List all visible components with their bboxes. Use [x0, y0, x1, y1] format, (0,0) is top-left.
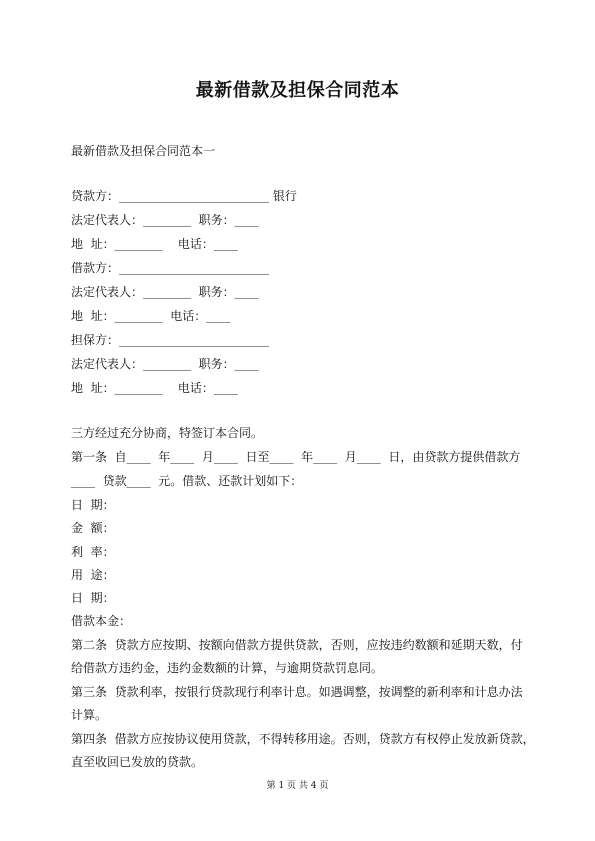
agreement-intro: 三方经过充分协商，特签订本合同。	[71, 426, 264, 440]
article-4-line-2: 直至收回已发放的贷款。	[71, 755, 204, 769]
lender-line: 贷款方：_________________________ 银行	[71, 189, 297, 203]
article-3-line-1: 第三条 贷款利率，按银行贷款现行利率计息。如遇调整，按调整的新利率和计息办法	[71, 685, 523, 699]
lender-representative-line: 法定代表人：________ 职务：____	[71, 213, 259, 227]
lender-address-line: 地 址：________ 电话：____	[71, 237, 238, 251]
principal-label: 借款本金：	[71, 614, 132, 628]
borrower-representative-line: 法定代表人：________ 职务：____	[71, 285, 259, 299]
plan-repayment-date-label: 日 期：	[71, 591, 115, 605]
document-title: 最新借款及担保合同范本	[195, 80, 400, 101]
plan-rate-label: 利 率：	[71, 545, 115, 559]
article-4-line-1: 第四条 借款方应按协议使用贷款，不得转移用途。否则，贷款方有权停止发放新贷款，	[71, 732, 535, 746]
plan-date-label: 日 期：	[71, 498, 115, 512]
guarantor-address-line: 地 址：________ 电话：____	[71, 381, 238, 395]
borrower-line: 借款方：_________________________	[71, 261, 270, 275]
page-number: 第 1 页 共 4 页	[266, 781, 329, 791]
plan-purpose-label: 用 途：	[71, 568, 115, 582]
guarantor-line: 担保方：_________________________	[71, 333, 270, 347]
plan-amount-label: 金 额：	[71, 521, 115, 535]
article-1-line-2: ____ 贷款____ 元。借款、还款计划如下：	[71, 474, 303, 488]
article-3-line-2: 计算。	[71, 708, 108, 722]
borrower-address-line: 地 址：________ 电话：____	[71, 309, 231, 323]
contract-subtitle: 最新借款及担保合同范本一	[71, 144, 216, 158]
guarantor-representative-line: 法定代表人：________ 职务：____	[71, 357, 259, 371]
article-2-line-1: 第二条 贷款方应按期、按额向借款方提供贷款，否则，应按违约数额和延期天数，付	[71, 638, 523, 652]
article-2-line-2: 给借款方违约金，违约金数额的计算，与逾期贷款罚息同。	[71, 661, 384, 675]
article-1-line-1: 第一条 自____ 年____ 月____ 日至____ 年____ 月____ 日，由贷款方提供借款方	[71, 450, 521, 464]
